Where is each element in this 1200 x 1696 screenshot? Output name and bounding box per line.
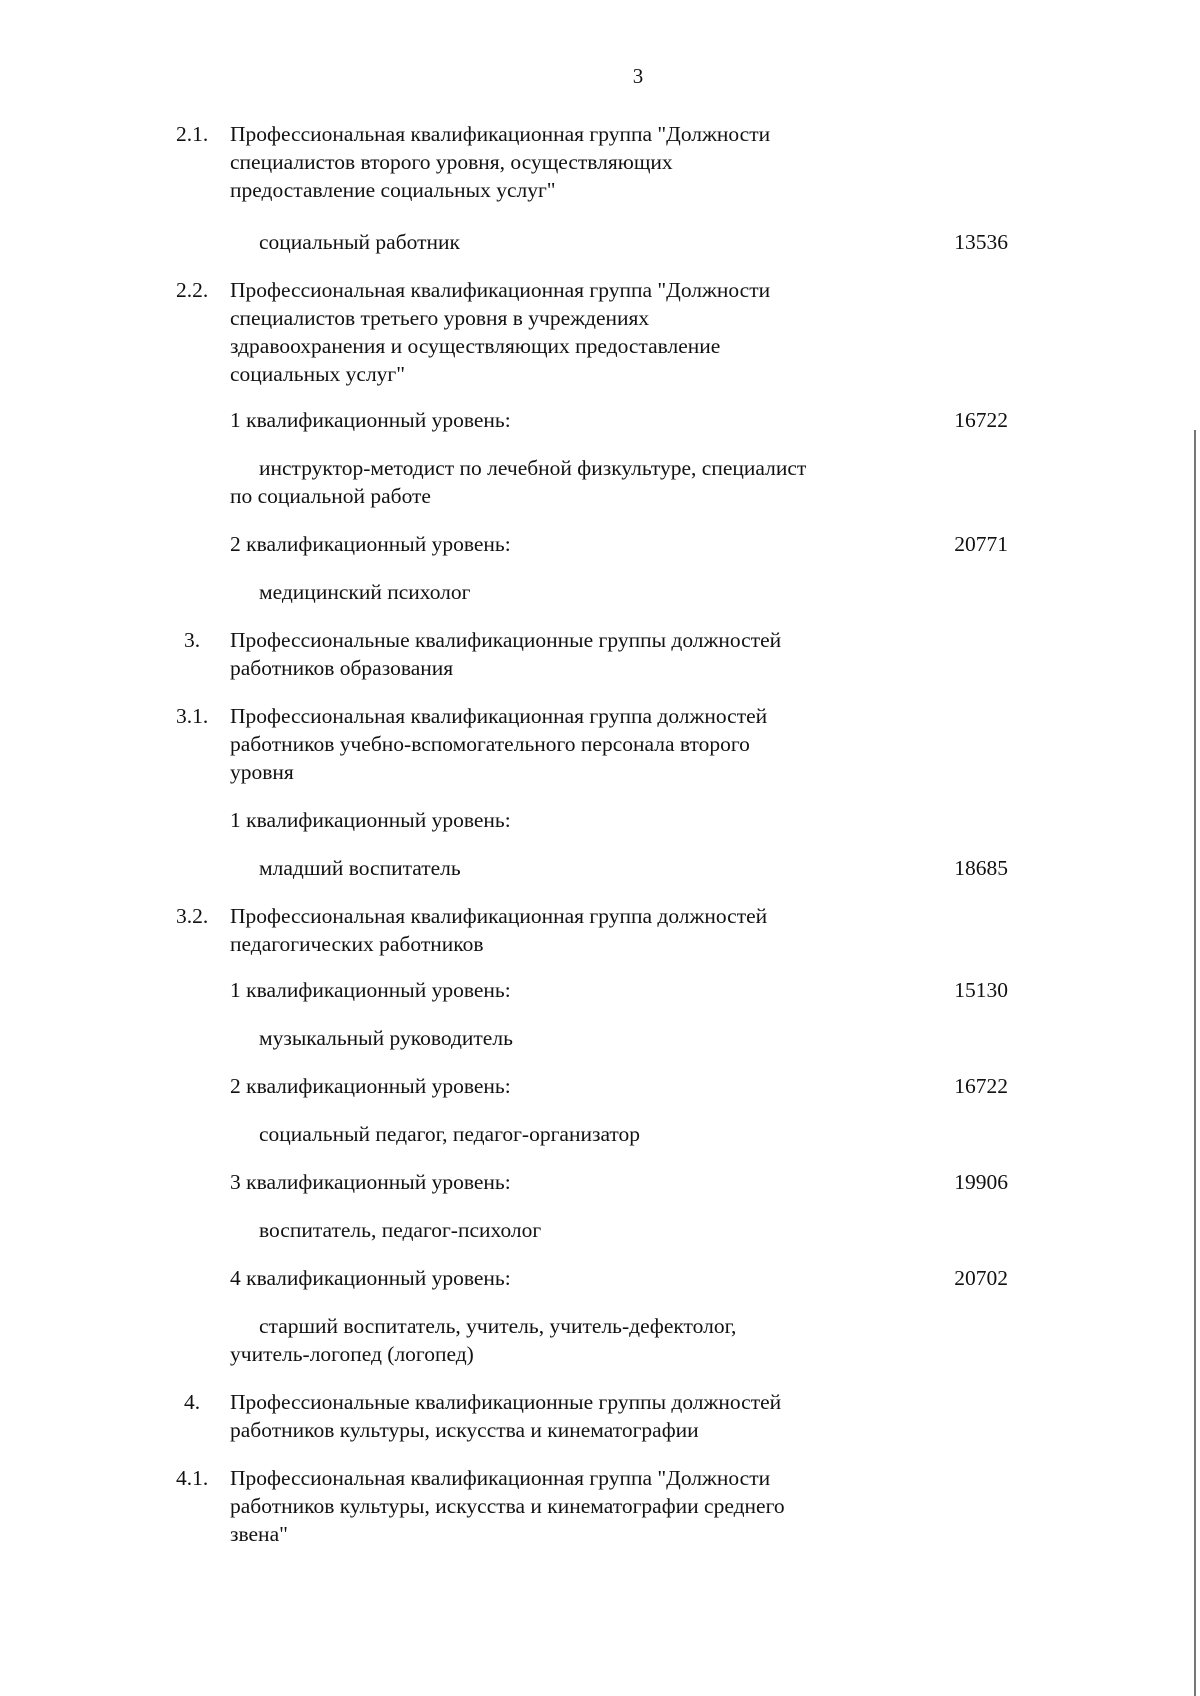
qualification-level: 1 квалификационный уровень: bbox=[230, 408, 511, 432]
section-number: 2.1. bbox=[176, 122, 209, 146]
position-name: младший воспитатель bbox=[259, 856, 461, 880]
section-title-line: педагогических работников bbox=[230, 932, 484, 956]
position-name: учитель-логопед (логопед) bbox=[230, 1342, 474, 1366]
section-number: 2.2. bbox=[176, 278, 209, 302]
qualification-level: 4 квалификационный уровень: bbox=[230, 1266, 511, 1290]
qualification-level: 3 квалификационный уровень: bbox=[230, 1170, 511, 1194]
section-number: 3. bbox=[184, 628, 201, 652]
salary-value: 18685 bbox=[954, 856, 1008, 880]
section-number: 4.1. bbox=[176, 1466, 209, 1490]
qualification-level: 1 квалификационный уровень: bbox=[230, 808, 511, 832]
section-title-line: Профессиональные квалификационные группы должностей bbox=[230, 628, 782, 652]
section-title-line: работников культуры, искусства и кинематографии среднего bbox=[230, 1494, 785, 1518]
salary-value: 16722 bbox=[954, 1074, 1008, 1098]
position-name: старший воспитатель, учитель, учитель-дефектолог, bbox=[259, 1314, 737, 1338]
salary-value: 20702 bbox=[954, 1266, 1008, 1290]
section-title-line: Профессиональная квалификационная группа должностей bbox=[230, 904, 768, 928]
position-name: социальный педагог, педагог-организатор bbox=[259, 1122, 641, 1146]
position-name: инструктор-методист по лечебной физкультуре, специалист bbox=[259, 456, 807, 480]
page-number: 3 bbox=[632, 64, 644, 88]
salary-value: 13536 bbox=[954, 230, 1008, 254]
section-number: 3.2. bbox=[176, 904, 209, 928]
section-title-line: социальных услуг" bbox=[230, 362, 406, 386]
section-title-line: специалистов второго уровня, осуществляющих bbox=[230, 150, 673, 174]
salary-value: 19906 bbox=[954, 1170, 1008, 1194]
section-title-line: Профессиональная квалификационная группа "Должности bbox=[230, 1466, 771, 1490]
position-name: воспитатель, педагог-психолог bbox=[259, 1218, 542, 1242]
section-title-line: Профессиональная квалификационная группа должностей bbox=[230, 704, 768, 728]
position-name: музыкальный руководитель bbox=[259, 1026, 513, 1050]
section-title-line: звена" bbox=[230, 1522, 288, 1546]
section-title-line: здравоохранения и осуществляющих предоставление bbox=[230, 334, 721, 358]
salary-value: 15130 bbox=[954, 978, 1008, 1002]
section-number: 3.1. bbox=[176, 704, 209, 728]
section-title-line: Профессиональная квалификационная группа "Должности bbox=[230, 122, 771, 146]
section-title-line: работников культуры, искусства и кинематографии bbox=[230, 1418, 699, 1442]
salary-value: 16722 bbox=[954, 408, 1008, 432]
position-name: социальный работник bbox=[259, 230, 460, 254]
section-title-line: работников учебно-вспомогательного персонала второго bbox=[230, 732, 750, 756]
qualification-level: 2 квалификационный уровень: bbox=[230, 1074, 511, 1098]
section-title-line: предоставление социальных услуг" bbox=[230, 178, 556, 202]
position-name: медицинский психолог bbox=[259, 580, 471, 604]
qualification-level: 1 квалификационный уровень: bbox=[230, 978, 511, 1002]
section-title-line: Профессиональная квалификационная группа "Должности bbox=[230, 278, 771, 302]
scan-edge-line bbox=[1194, 430, 1196, 1696]
salary-value: 20771 bbox=[954, 532, 1008, 556]
section-number: 4. bbox=[184, 1390, 201, 1414]
qualification-level: 2 квалификационный уровень: bbox=[230, 532, 511, 556]
section-title-line: Профессиональные квалификационные группы должностей bbox=[230, 1390, 782, 1414]
section-title-line: уровня bbox=[230, 760, 294, 784]
position-name: по социальной работе bbox=[230, 484, 431, 508]
section-title-line: специалистов третьего уровня в учреждениях bbox=[230, 306, 650, 330]
section-title-line: работников образования bbox=[230, 656, 454, 680]
